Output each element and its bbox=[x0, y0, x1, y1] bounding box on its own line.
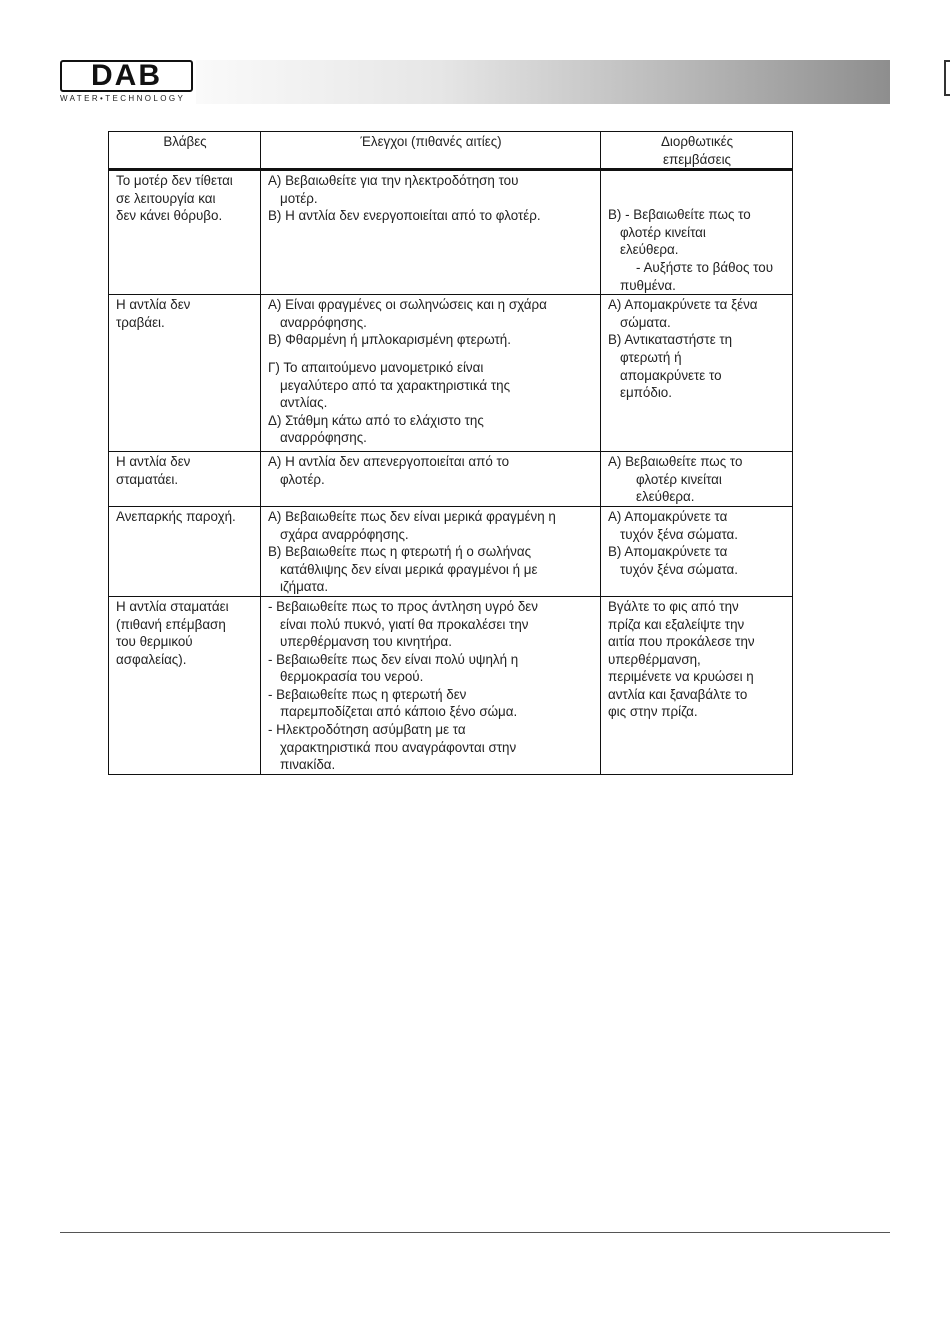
remedies-cell-line: φλοτέρ κινείται bbox=[620, 224, 706, 240]
remedies-cell-line: φις στην πρίζα. bbox=[608, 704, 698, 720]
checks-cell-line: πινακίδα. bbox=[280, 757, 336, 773]
table-row bbox=[109, 506, 793, 596]
fault-cell bbox=[109, 170, 261, 295]
checks-cell bbox=[261, 596, 601, 774]
page-edge-mark bbox=[944, 60, 950, 96]
checks-cell-line: Β) Βεβαιωθείτε πως η φτερωτή ή ο σωλήνας bbox=[268, 544, 532, 560]
checks-cell-line: παρεμποδίζεται από κάποιο ξένο σώμα. bbox=[280, 704, 518, 720]
footer-divider bbox=[60, 1232, 890, 1233]
remedies-cell-line: απομακρύνετε το bbox=[620, 367, 722, 383]
header-remedies-line: επεμβάσεις bbox=[663, 151, 731, 167]
remedies-cell-line: - Αυξήστε το βάθος του bbox=[636, 259, 774, 275]
fault-cell-line: δεν κάνει θόρυβο. bbox=[116, 208, 223, 224]
remedies-cell bbox=[601, 295, 793, 452]
fault-cell bbox=[109, 452, 261, 507]
checks-cell-line: μοτέρ. bbox=[280, 190, 318, 206]
remedies-cell bbox=[601, 170, 793, 295]
checks-cell-line: υπερθέρμανση του κινητήρα. bbox=[280, 634, 452, 650]
checks-cell-line: - Βεβαιωθείτε πως το προς άντληση υγρό δεν bbox=[268, 598, 538, 614]
header-checks: Έλεγχοι (πιθανές αιτίες) bbox=[261, 132, 601, 170]
remedies-cell-line: εμπόδιο. bbox=[620, 385, 672, 401]
header-gradient-band bbox=[196, 60, 890, 104]
fault-cell-line: Η αντλία σταματάει bbox=[116, 598, 229, 614]
remedies-cell-line: ελεύθερα. bbox=[636, 489, 695, 505]
table-row bbox=[109, 170, 793, 295]
table-row bbox=[109, 295, 793, 452]
checks-cell-line: - Ηλεκτροδότηση ασύμβατη με τα bbox=[268, 722, 466, 738]
table-header-row bbox=[109, 132, 793, 170]
checks-cell-line: αναρρόφησης. bbox=[280, 430, 367, 446]
checks-cell-line: Β) Η αντλία δεν ενεργοποιείται από το φλοτέρ. bbox=[268, 208, 541, 224]
checks-cell-line: Α) Η αντλία δεν απενεργοποιείται από το bbox=[268, 454, 510, 470]
dab-logo bbox=[60, 60, 195, 104]
fault-cell-line: του θερμικού bbox=[116, 634, 193, 650]
remedies-cell-line: αιτία που προκάλεσε την bbox=[608, 634, 755, 650]
checks-cell-line: Α) Βεβαιωθείτε για την ηλεκτροδότηση του bbox=[268, 173, 519, 189]
checks-cell-line: είναι πολύ πυκνό, γιατί θα προκαλέσει την bbox=[280, 616, 529, 632]
fault-cell-line: (πιθανή επέμβαση bbox=[116, 616, 226, 632]
remedies-cell-line: πρίζα και εξαλείψτε την bbox=[608, 616, 745, 632]
fault-cell-line: σταματάει. bbox=[116, 471, 179, 487]
remedies-cell-line: πυθμένα. bbox=[620, 277, 676, 293]
checks-cell-line: μεγαλύτερο από τα χαρακτηριστικά της bbox=[280, 377, 511, 393]
checks-cell bbox=[261, 170, 601, 295]
remedies-cell-line: Β) - Βεβαιωθείτε πως το bbox=[608, 207, 751, 223]
checks-cell-line: Α) Βεβαιωθείτε πως δεν είναι μερικά φραγμένη η bbox=[268, 508, 556, 524]
remedies-cell bbox=[601, 506, 793, 596]
checks-cell-line: Β) Φθαρμένη ή μπλοκαρισμένη φτερωτή. bbox=[268, 332, 511, 348]
checks-cell-line: - Βεβαιωθείτε πως δεν είναι πολύ υψηλή η bbox=[268, 651, 519, 667]
checks-cell bbox=[261, 295, 601, 452]
checks-cell-line: σχάρα αναρρόφησης. bbox=[280, 526, 409, 542]
remedies-cell-line: σώματα. bbox=[620, 314, 671, 330]
header-remedies-line: Διορθωτικές bbox=[660, 134, 734, 149]
remedies-cell-line: Β) Αντικαταστήστε τη bbox=[608, 332, 733, 348]
remedies-cell-line: φλοτέρ κινείται bbox=[636, 471, 722, 487]
checks-cell-line: Α) Είναι φραγμένες οι σωληνώσεις και η σχάρα bbox=[268, 297, 547, 313]
fault-cell-line: ασφαλείας). bbox=[116, 651, 187, 667]
remedies-cell-line: αντλία και ξαναβάλτε το bbox=[608, 686, 748, 702]
checks-cell-line: αντλίας. bbox=[280, 395, 328, 411]
remedies-cell-line: Α) Απομακρύνετε τα bbox=[608, 508, 728, 524]
checks-cell-line: κατάθλιψης δεν είναι μερικά φραγμένοι ή με bbox=[280, 561, 538, 577]
checks-cell-line: Δ) Στάθμη κάτω από το ελάχιστο της bbox=[268, 412, 484, 428]
logo-wordmark: DAB bbox=[60, 60, 193, 92]
table-row bbox=[109, 452, 793, 507]
remedies-cell-line: φτερωτή ή bbox=[620, 349, 682, 365]
remedies-cell bbox=[601, 596, 793, 774]
checks-cell bbox=[261, 506, 601, 596]
remedies-cell-line: περιμένετε να κρυώσει η bbox=[608, 669, 754, 685]
checks-cell-line: - Βεβαιωθείτε πως η φτερωτή δεν bbox=[268, 686, 467, 702]
remedies-cell-line: υπερθέρμανση, bbox=[608, 651, 701, 667]
fault-cell-line: Η αντλία δεν bbox=[116, 297, 191, 313]
troubleshooting-table bbox=[108, 131, 793, 775]
remedies-cell-line: τυχόν ξένα σώματα. bbox=[620, 526, 739, 542]
remedies-cell-line: Α) Βεβαιωθείτε πως το bbox=[608, 454, 743, 470]
fault-cell bbox=[109, 295, 261, 452]
fault-cell-line: τραβάει. bbox=[116, 314, 165, 330]
checks-cell-line: φλοτέρ. bbox=[280, 471, 325, 487]
remedies-cell bbox=[601, 452, 793, 507]
checks-cell-line: θερμοκρασία του νερού. bbox=[280, 669, 424, 685]
fault-cell bbox=[109, 596, 261, 774]
checks-cell bbox=[261, 452, 601, 507]
header-faults: Βλάβες bbox=[109, 132, 261, 170]
header-remedies bbox=[601, 132, 793, 170]
fault-cell-line: Ανεπαρκής παροχή. bbox=[116, 508, 236, 524]
remedies-cell-line: τυχόν ξένα σώματα. bbox=[620, 561, 739, 577]
fault-cell bbox=[109, 506, 261, 596]
checks-cell-line: αναρρόφησης. bbox=[280, 314, 367, 330]
fault-cell-line: Η αντλία δεν bbox=[116, 454, 191, 470]
fault-cell-line: Το μοτέρ δεν τίθεται bbox=[116, 173, 233, 189]
checks-cell-line: ιζήματα. bbox=[280, 579, 329, 595]
fault-cell-line: σε λειτουργία και bbox=[116, 190, 216, 206]
remedies-cell-line: Βγάλτε το φις από την bbox=[608, 598, 739, 614]
checks-cell-line: χαρακτηριστικά που αναγράφονται στην bbox=[280, 739, 517, 755]
remedies-cell-line: ελεύθερα. bbox=[620, 242, 679, 258]
remedies-cell-line: Α) Απομακρύνετε τα ξένα bbox=[608, 297, 758, 313]
logo-subtitle: WATER•TECHNOLOGY bbox=[60, 94, 186, 103]
remedies-cell-line: Β) Απομακρύνετε τα bbox=[608, 544, 728, 560]
table-row bbox=[109, 596, 793, 774]
checks-cell-line: Γ) Το απαιτούμενο μανομετρικό είναι bbox=[268, 359, 484, 375]
